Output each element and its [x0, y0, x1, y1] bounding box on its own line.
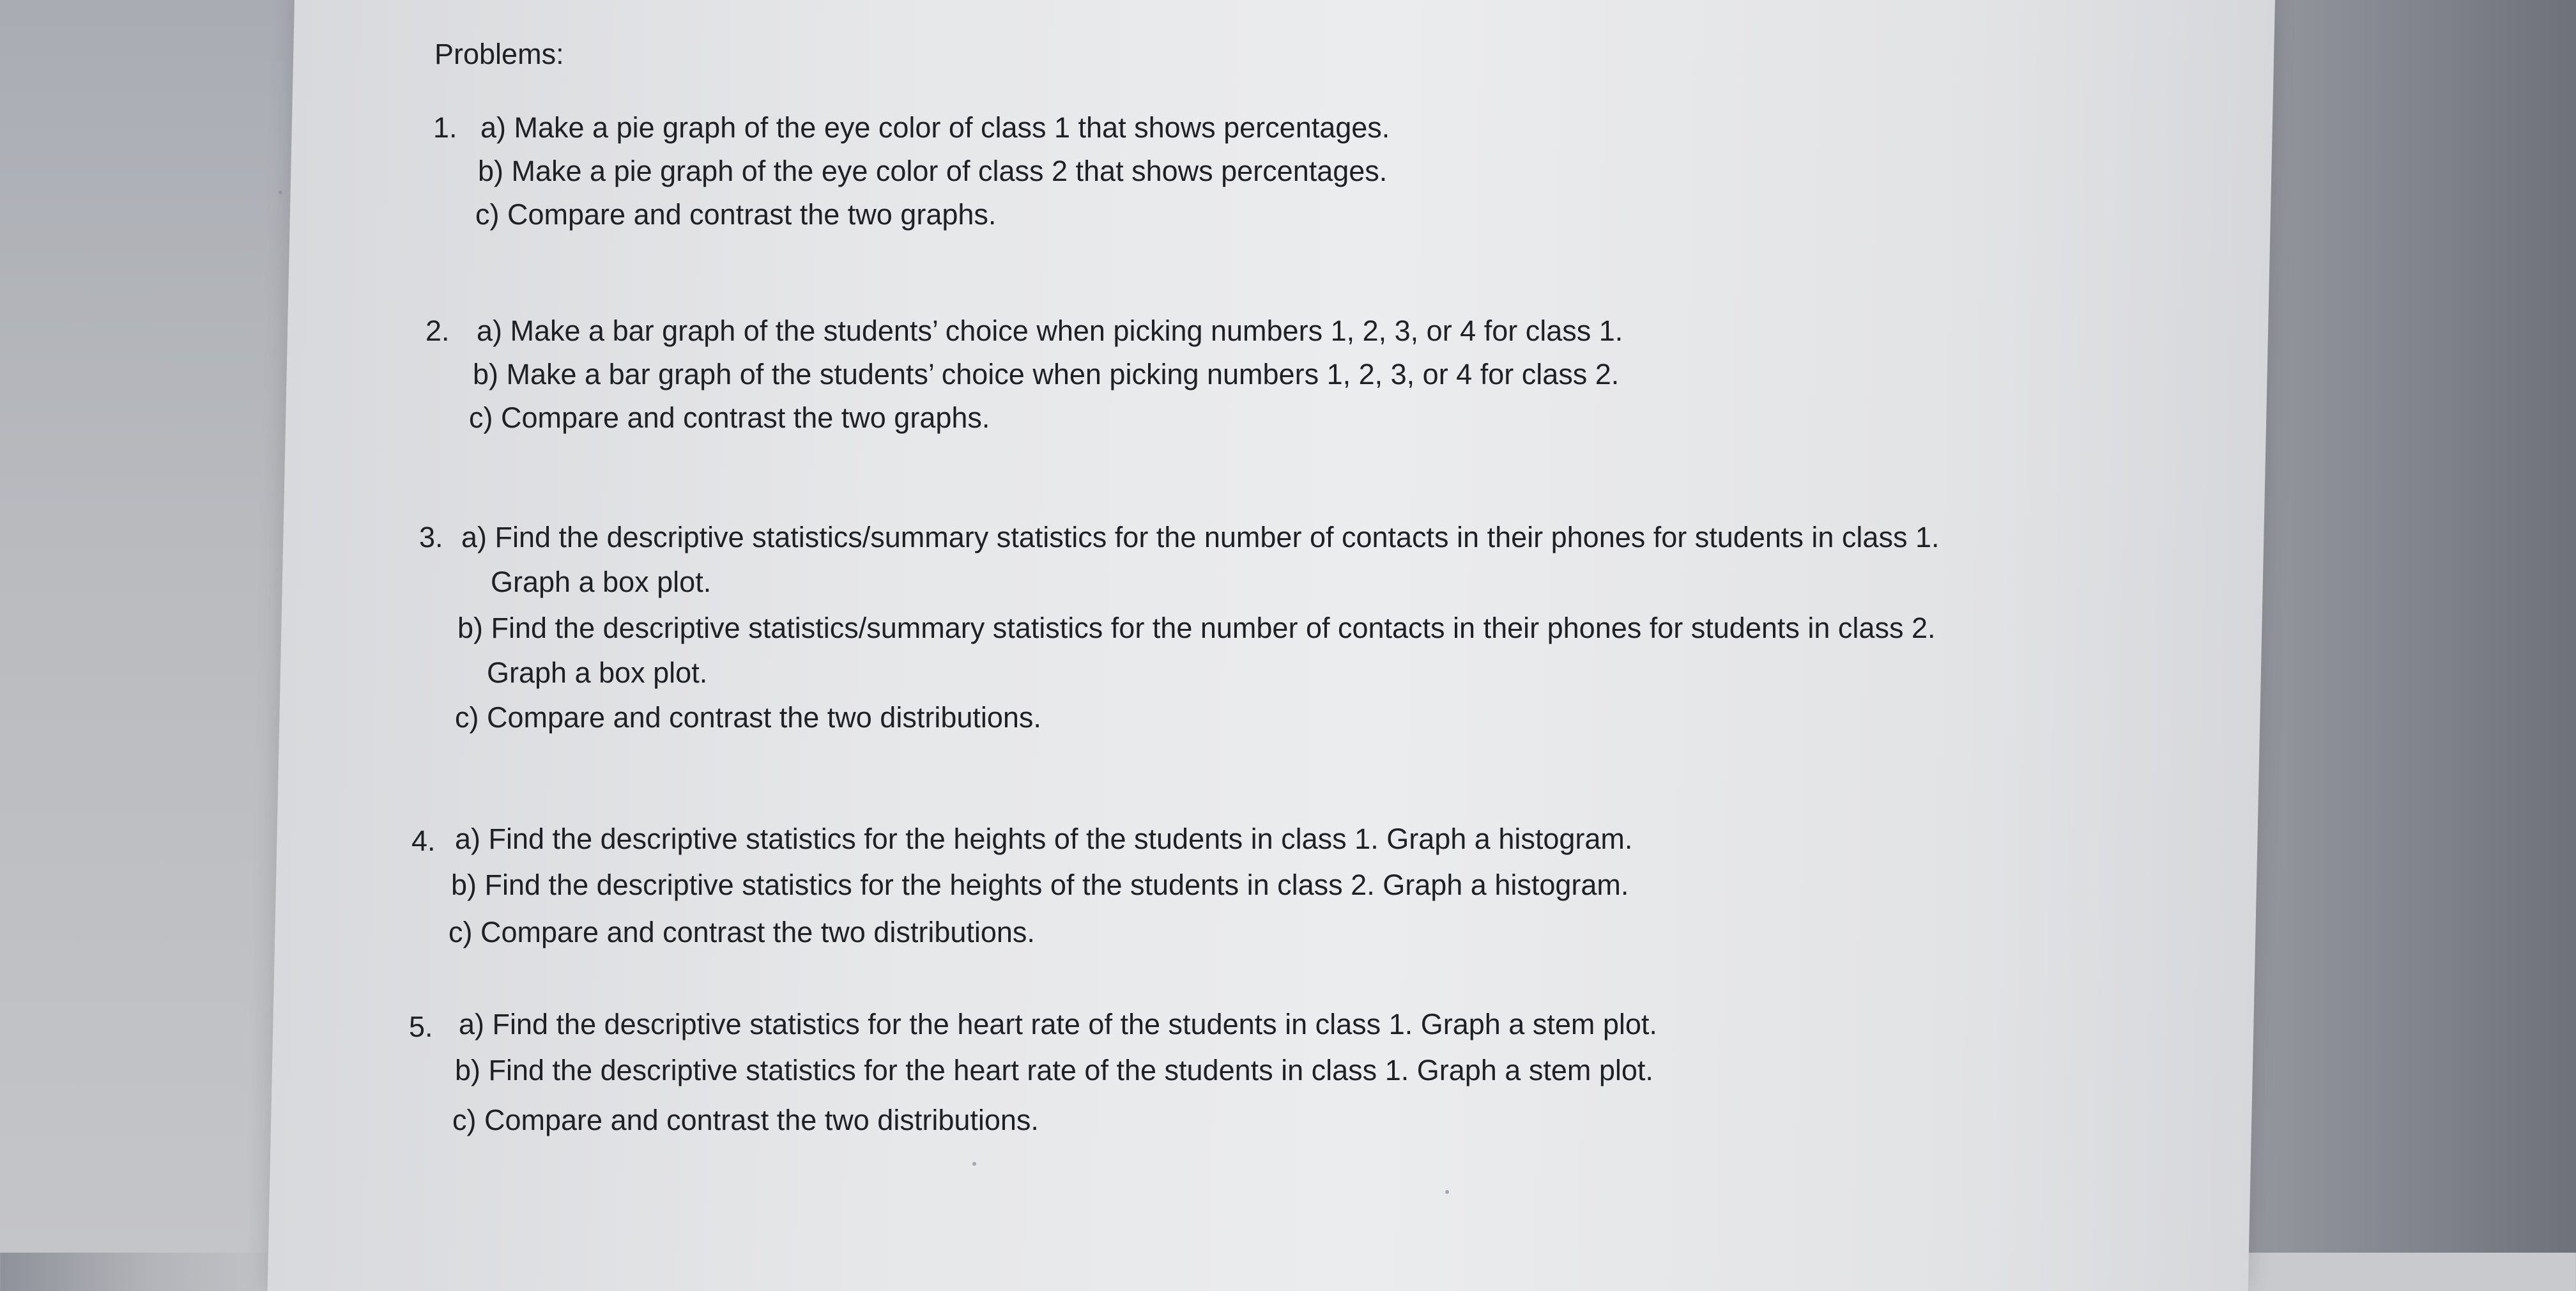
page-heading: Problems:	[434, 38, 564, 70]
problem-part-c: c) Compare and contrast the two distributions.	[455, 701, 1041, 734]
problem-part-b: b) Find the descriptive statistics/summary statistics for the number of contacts in their phones for students in class 2.	[457, 612, 1936, 644]
problem-part-b: b) Find the descriptive statistics for the heights of the students in class 2. Graph a histogram.	[451, 869, 1629, 901]
paper-speck	[279, 190, 282, 194]
problem-number: 2.	[425, 314, 450, 347]
problem-part-c: c) Compare and contrast the two graphs.	[469, 401, 990, 434]
paper-speck	[972, 1162, 976, 1166]
problem-part-b: b) Make a bar graph of the students’ choice when picking numbers 1, 2, 3, or 4 for class 2.	[473, 358, 1620, 390]
problem-part-b: b) Make a pie graph of the eye color of class 2 that shows percentages.	[478, 155, 1388, 187]
problem-part-c: c) Compare and contrast the two distributions.	[452, 1104, 1039, 1136]
problem-part-b-continued: Graph a box plot.	[487, 656, 708, 689]
problem-part-a: a) Find the descriptive statistics/summary statistics for the number of contacts in their phones for students in class 1.	[461, 521, 1940, 553]
paper-speck	[1445, 1190, 1449, 1194]
problem-number: 3.	[419, 521, 443, 553]
problem-part-a-continued: Graph a box plot.	[491, 566, 712, 598]
problem-part-a: a) Find the descriptive statistics for the heights of the students in class 1. Graph a histogram.	[455, 823, 1633, 855]
problem-number: 1.	[433, 111, 457, 144]
problem-part-b: b) Find the descriptive statistics for the heart rate of the students in class 1. Graph a stem plot.	[455, 1054, 1653, 1086]
problem-number: 4.	[411, 824, 436, 857]
problem-part-c: c) Compare and contrast the two graphs.	[475, 198, 997, 231]
problem-part-c: c) Compare and contrast the two distributions.	[448, 916, 1035, 948]
problem-part-a: a) Make a pie graph of the eye color of class 1 that shows percentages.	[480, 111, 1390, 144]
problem-part-a: a) Find the descriptive statistics for the heart rate of the students in class 1. Graph a stem plot.	[459, 1008, 1657, 1040]
problem-number: 5.	[409, 1010, 433, 1043]
problem-part-a: a) Make a bar graph of the students’ choice when picking numbers 1, 2, 3, or 4 for class 1.	[477, 314, 1623, 347]
